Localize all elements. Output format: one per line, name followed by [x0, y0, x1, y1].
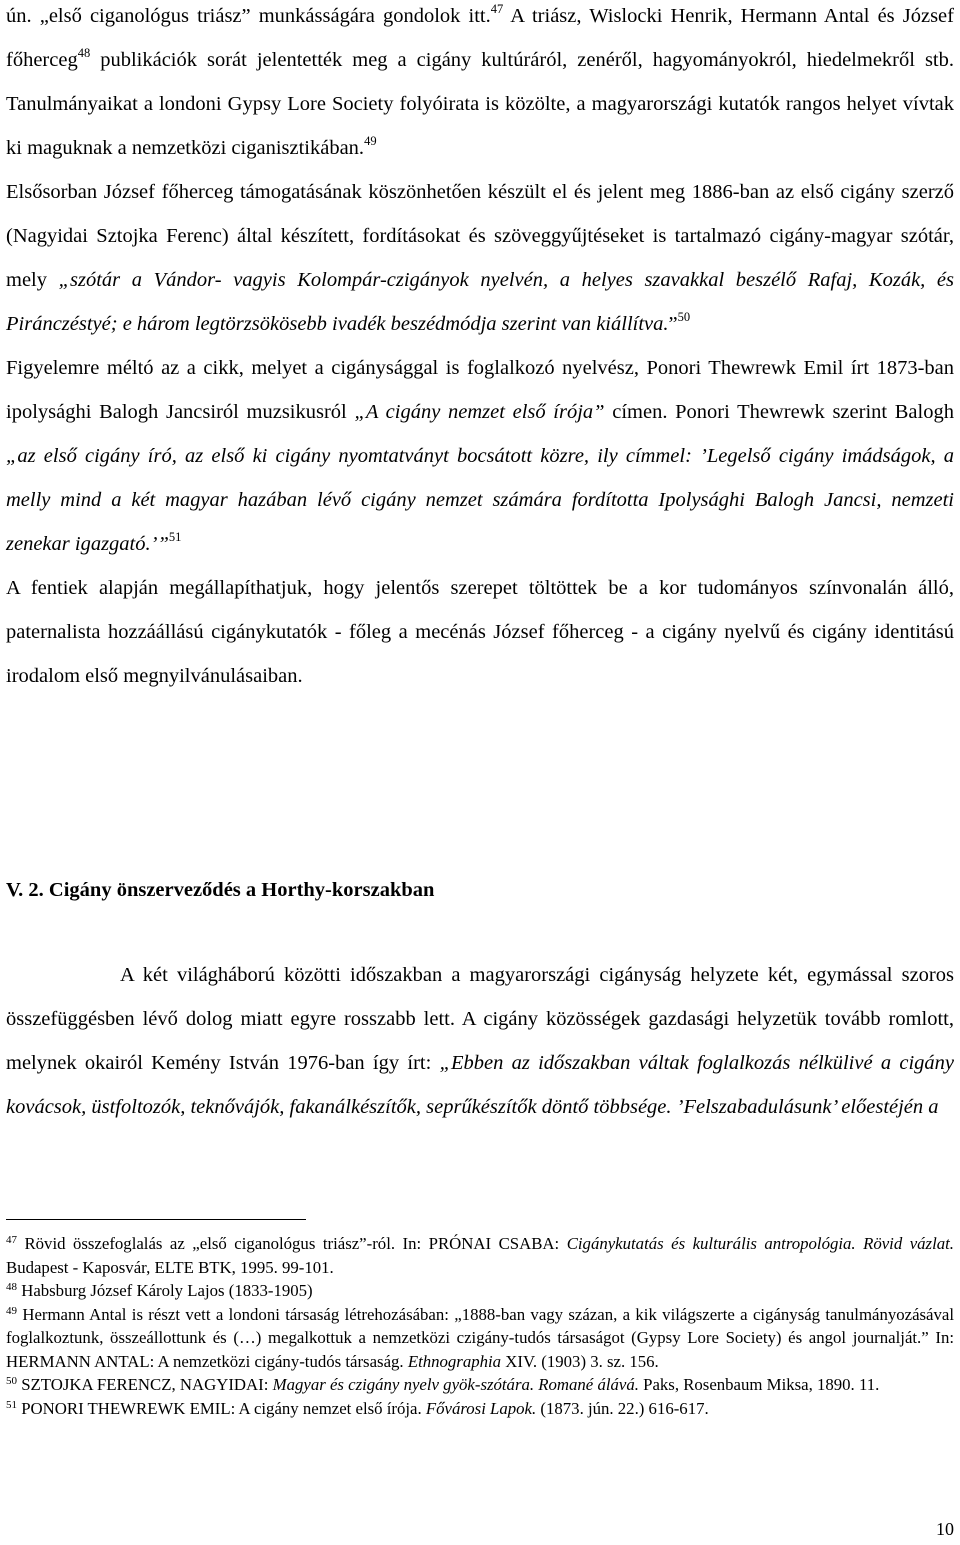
italic-quote: „szótár a Vándor- vagyis Kolompár-czigányok nyelvén, a helyes szavakkal beszélő Rafaj, Kozák, és Piránczéstyé; e három legtörzsökösebb ivadék beszédmódja szerint van kiállítva.: [6, 269, 954, 335]
footnote-text: SZTOJKA FERENCZ, NAGYIDAI:: [17, 1375, 273, 1394]
footnote-title: Cigánykutatás és kulturális antropológia. Rövid vázlat.: [566, 1234, 954, 1253]
text-run: ”: [668, 313, 678, 335]
footnote-ref[interactable]: 47: [490, 2, 504, 16]
text-run: A két világháború közötti időszakban a magyarországi cigányság helyzete két, egymással szoros összefüggésben lévő dolog miatt egyre rosszabb lett. A cigány közösségek gazdasági helyzetük tovább romlott, melynek okairól Kemény István 1976-ban így írt:: [6, 964, 954, 1074]
footnotes: [6, 1232, 954, 1420]
footnote-ref[interactable]: 48: [77, 46, 91, 60]
text-run: A triász, Wislocki Henrik, Hermann Antal és József főherceg: [6, 5, 954, 71]
italic-title: „A cigány nemzet első írója”: [354, 401, 605, 423]
footnote-number: 49: [6, 1304, 17, 1317]
footnote-text: (1873. jún. 22.) 616-617.: [536, 1398, 709, 1418]
footnote-number: 48: [6, 1281, 17, 1293]
text-run: ún. „első ciganológus triász” munkásságára gondolok itt.: [6, 5, 491, 27]
footnote-ref[interactable]: 49: [364, 134, 377, 148]
footnote-number: 47: [6, 1234, 17, 1246]
footnote-ref[interactable]: 51: [168, 530, 182, 544]
footnote-50: [6, 1373, 954, 1397]
footnote-49: [6, 1303, 954, 1374]
paragraph-thewrewk: [6, 346, 954, 566]
paragraph-szotar: [6, 170, 954, 346]
footnote-text: Habsburg József Károly Lajos (1833-1905): [17, 1281, 313, 1300]
footnote-title: Magyar és czigány nyelv gyök-szótára. Romané álává.: [272, 1375, 639, 1394]
page-number: 10: [936, 1519, 954, 1539]
paragraph-triasz: [6, 0, 954, 170]
footnote-48: [6, 1279, 954, 1303]
text-run: publikációk sorát jelentették meg a cigány kultúráról, zenéről, hagyományokról, hiedelmekről stb. Tanulmányaikat a londoni Gypsy Lore Society folyóirata is közölte, a magyarországi kutatók rangos helyet vívtak ki maguknak a nemzetközi ciganisztikában.: [6, 49, 954, 159]
footnote-text: Rövid összefoglalás az „első ciganológus triász”-ról. In: PRÓNAI CSABA:: [17, 1234, 567, 1253]
paragraph-conclusion: A fentiek alapján megállapíthatjuk, hogy jelentős szerepet töltöttek be a kor tudományos színvonalán álló, paternalista hozzáállású cigánykutatók - főleg a mecénás József főherceg - a cigány nyelvű és cigány identitású irodalom első megnyilvánulásaiban.: [6, 577, 954, 687]
paragraph-horthy: [6, 953, 954, 1129]
text-run: Figyelemre méltó az a cikk, melyet a cigánysággal is foglalkozó nyelvész, Ponori Thewrewk Emil írt 1873-ban ipolysághi Balogh Jancsiról muzsikusról: [6, 357, 954, 423]
footnote-number: 50: [6, 1375, 17, 1387]
footnote-text: Paks, Rosenbaum Miksa, 1890. 11.: [638, 1375, 880, 1394]
footnote-separator: [6, 1219, 306, 1220]
footnote-text: Hermann Antal is részt vett a londoni társaság létrehozásában: „1888-ban vagy százan, a kik világszerte a cigányság tanulmányozásával foglalkoztunk, összeállottunk és (…) megalkottuk a nemzetközi czigány-tudós társaságot (Gypsy Lore Society) és angol journalját.” In: HERMANN ANTAL: A nemzetközi cigány-tudós társaság.: [6, 1304, 954, 1371]
footnote-text: Budapest - Kaposvár, ELTE BTK, 1995. 99-101.: [6, 1257, 334, 1277]
italic-quote: „az első cigány író, az első ki cigány nyomtatványt bocsátott közre, ily címmel: ’Legelső cigány imádságok, a melly mind a két magyar hazában lévő cigány nemzet számára fordította Ipolysághi Balogh Jancsi, nemzeti zenekar igazgató.’”: [6, 445, 954, 555]
footnote-47: [6, 1232, 954, 1279]
text-run: Elsősorban József főherceg támogatásának köszönhetően készült el és jelent meg 1886-ban az első cigány szerző (Nagyidai Sztojka Ferenc) által készített, fordításokat és szöveggyűjtéseket is tartalmazó cigány-magyar szótár, mely: [6, 181, 954, 291]
section-heading: V. 2. Cigány önszerveződés a Horthy-korszakban: [6, 879, 435, 901]
body-text: [6, 0, 954, 698]
footnote-title: Fővárosi Lapok.: [425, 1398, 537, 1418]
italic-quote: „Ebben az időszakban váltak foglalkozás nélkülivé a cigány kovácsok, üstfoltozók, teknővájók, fakanálkészítők, seprűkészítők döntő többsége. ’Felszabadulásunk’ előestéjén a: [6, 1052, 954, 1118]
section-text: [6, 953, 954, 1129]
footnote-number: 51: [6, 1398, 17, 1411]
footnote-title: Ethnographia: [407, 1351, 502, 1371]
text-run: címen. Ponori Thewrewk szerint Balogh: [604, 401, 954, 423]
footnote-51: [6, 1397, 954, 1421]
footnote-text: XIV. (1903) 3. sz. 156.: [501, 1351, 659, 1371]
footnote-text: PONORI THEWREWK EMIL: A cigány nemzet első írója.: [17, 1398, 426, 1418]
footnote-ref[interactable]: 50: [677, 310, 691, 324]
